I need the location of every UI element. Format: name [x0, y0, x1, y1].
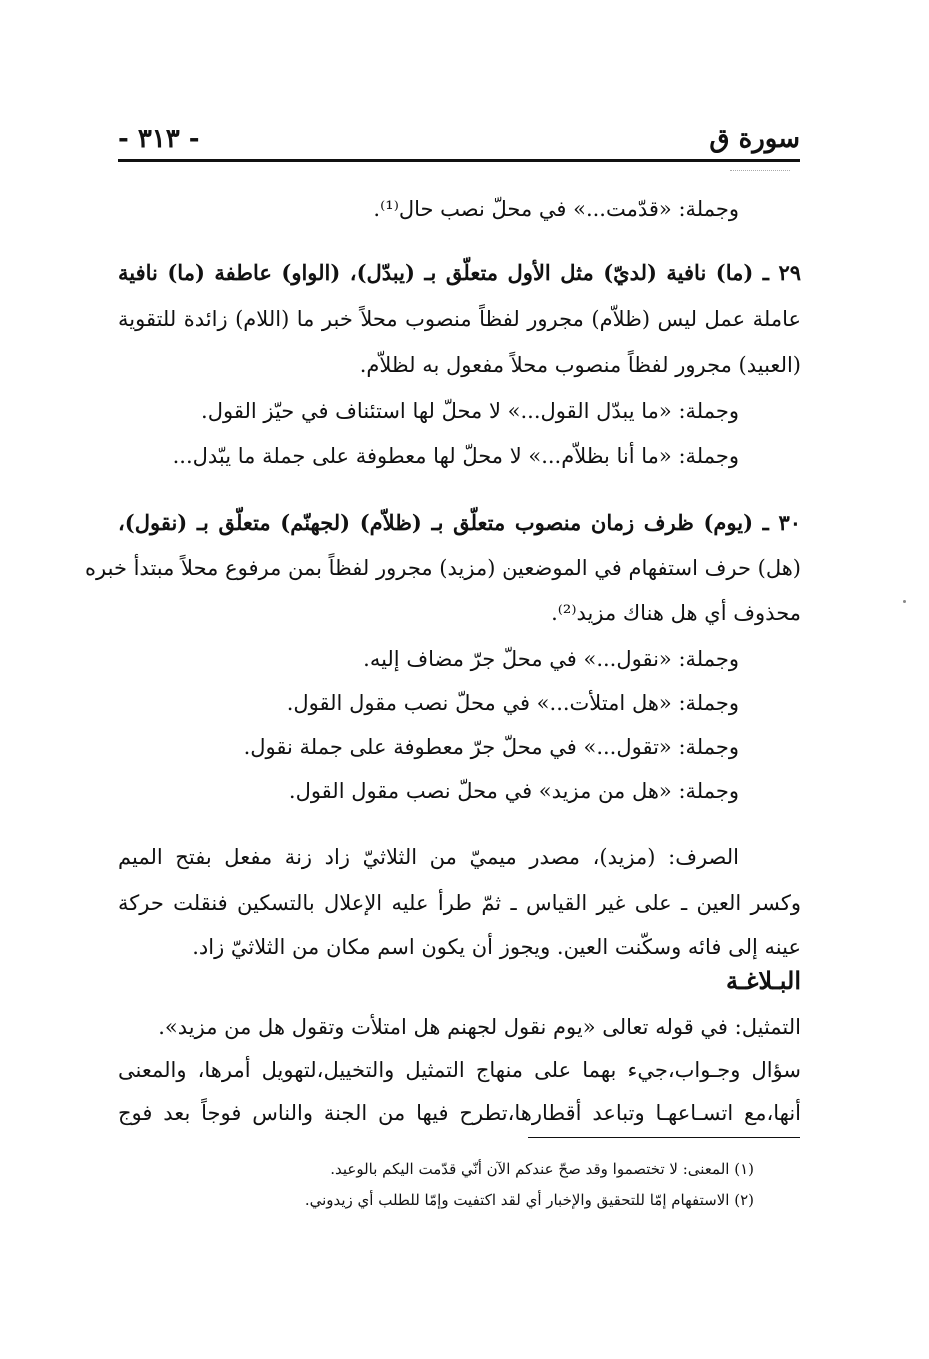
text-line: وجملة: «قدّمت...» في محلّ نصب حال⁽¹⁾.: [373, 197, 739, 221]
text-line: وجملة: «ما أنا بظلاّم...» لا محلّ لها معطوفة على جملة ما يبّدل...: [172, 444, 739, 468]
text-line: وجملة: «هل امتلأت...» في محلّ نصب مقول القول.: [286, 691, 739, 715]
text-line: وجملة: «نقول...» في محلّ جرّ مضاف إليه.: [363, 647, 739, 671]
text-line: الصرف: (مزيد)، مصدر ميميّ من الثلاثيّ زاد زنة مفعل بفتح الميم: [118, 845, 739, 869]
text-line: (العبيد) مجرور لفظاً منصوب محلاً مفعول به لظلاّم.: [359, 353, 801, 377]
scan-speck: [730, 170, 790, 175]
text-line: أنها،مع اتسـاعهـا وتباعد أقطارها،تطرح فيها من الجنة والناس فوجاً بعد فوج: [118, 1101, 801, 1125]
scan-dot: [903, 600, 906, 603]
text-line: وجملة: «ما يبدّل القول...» لا محلّ لها استئناف في حيّز القول.: [201, 399, 739, 423]
text-line: عينه إلى فائه وسكّنت العين. ويجوز أن يكون اسم مكان من الثلاثيّ زاد.: [192, 935, 801, 959]
text-line: عاملة عمل ليس (ظلاّم) مجرور لفظاً منصوب محلاً خبر ما (اللام) زائدة للتقوية: [118, 307, 801, 331]
section-title: البـلاغـة: [725, 966, 801, 995]
text-line: التمثيل: في قوله تعالى «يوم نقول لجهنم هل امتلأت وتقول هل من مزيد».: [158, 1015, 801, 1039]
text-line: سؤال وجـواب،جيء بهما على منهاج التمثيل والتخييل،لتهويل أمرها، والمعنى: [118, 1058, 801, 1082]
text-line: وجملة: «تقول...» في محلّ جرّ معطوفة على جملة نقول.: [243, 735, 739, 759]
footnote: (١) المعنى: لا تختصموا وقد صحّ عندكم الآن أنّي قدّمت اليكم بالوعيد.: [330, 1160, 754, 1178]
text-line: وكسر العين ـ على غير القياس ـ ثمّ طرأ عليه الإعلال بالتسكين فنقلت حركة: [118, 891, 801, 915]
text-line: وجملة: «هل من مزيد» في محلّ نصب مقول القول.: [288, 779, 739, 803]
surah-title: سورة ق: [709, 124, 800, 154]
page-header: [118, 118, 800, 160]
page-number: - ٣١٣ -: [118, 124, 200, 154]
text-line: ٢٩ ـ (ما) نافية (لديّ) مثل الأول متعلّق بـ (يبدّل)، (الواو) عاطفة (ما) نافية: [118, 260, 801, 285]
text-line: محذوف أي هل هناك مزيد⁽²⁾.: [551, 601, 801, 625]
footnote-rule: [528, 1137, 800, 1138]
text-line: ٣٠ ـ (يوم) ظرف زمان منصوب متعلّق بـ (ظلاّم) (لجهنّم) متعلّق بـ (نقول)،: [118, 510, 801, 535]
header-rule: [118, 159, 800, 162]
text-line: (هل) حرف استفهام في الموضعين (مزيد) مجرور لفظاً بمن مرفوع محلاً مبتدأ خبره: [85, 556, 801, 580]
footnote: (٢) الاستفهام إمّا للتحقيق والإخبار أي لقد اكتفيت وإمّا للطلب أي زيدوني.: [304, 1191, 754, 1209]
